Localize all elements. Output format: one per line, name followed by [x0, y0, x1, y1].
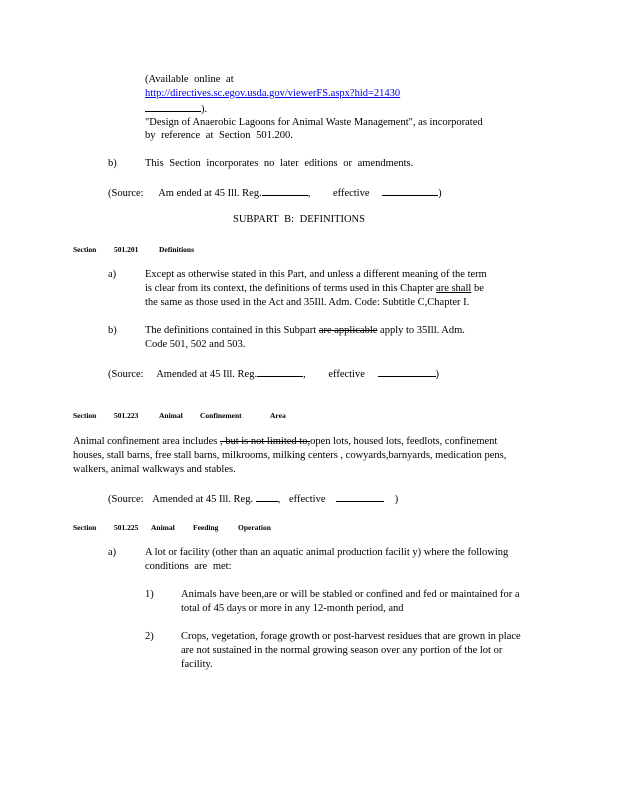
- subitem-2-line3: facility.: [181, 659, 213, 670]
- source-text: Amended at 45 Ill. Reg.: [152, 494, 254, 505]
- design-reference-line2: by reference at Section 501.200.: [145, 130, 293, 141]
- section-number-501-223: 501.223: [114, 411, 139, 420]
- deleted-text: are applicable: [318, 325, 378, 336]
- line1-text: Animal confinement area includes: [73, 436, 218, 447]
- effective-label: effective: [288, 494, 326, 505]
- section-title-word1: Animal: [151, 523, 175, 532]
- reg-blank: [257, 366, 303, 377]
- source-note-1: (Source: Am ended at 45 Ill. Reg. , effective ): [108, 185, 442, 201]
- source-label: (Source:: [108, 369, 144, 380]
- availability-url-line: [145, 87, 445, 116]
- item-b-text: This Section incorporates no later editions or amendments.: [145, 158, 414, 169]
- url-trailing-underline: [145, 101, 201, 112]
- source-text: Am ended at 45 Ill. Reg.: [158, 188, 262, 199]
- section-title-word2: Feeding: [193, 523, 219, 532]
- definitions-a-line1: Except as otherwise stated in this Part, and unless a different meaning of the term: [145, 269, 487, 280]
- section-title-word2: Confinement: [200, 411, 242, 420]
- reg-blank: [256, 491, 278, 502]
- subitem-1-line2: total of 45 days or more in any 12-month period, and: [181, 603, 404, 614]
- availability-suffix: ).: [201, 103, 208, 115]
- definitions-a-line3: the same as those used in the Act and 35Ill. Adm. Code: Subtitle C,Chapter I.: [145, 297, 470, 308]
- source-note-2: (Source: Amended at 45 Ill. Reg. , effective ): [108, 366, 439, 382]
- section-title-word3: Area: [270, 411, 286, 420]
- effective-blank: [382, 185, 438, 196]
- subitem-2-line1: Crops, vegetation, forage growth or post-harvest residues that are grown in place: [181, 631, 521, 642]
- item-a-marker: a): [108, 269, 117, 280]
- effective-blank: [336, 491, 384, 502]
- section-label: Section: [73, 411, 97, 420]
- confinement-area-line3: walkers, animal walkways and stables.: [73, 464, 236, 475]
- subitem-2-line2: are not sustained in the normal growing season over any portion of the lot or: [181, 645, 503, 656]
- section-title-word3: Operation: [238, 523, 271, 532]
- availability-line: [145, 73, 234, 87]
- section-title-definitions: Definitions: [159, 245, 195, 254]
- definitions-a-line2: [145, 282, 484, 296]
- subitem-1-line1: Animals have been,are or will be stabled or confined and fed or maintained for a: [181, 589, 520, 600]
- definitions-b-line2: Code 501, 502 and 503.: [145, 339, 246, 350]
- section-label: Section: [73, 523, 97, 532]
- design-reference-line1: "Design of Anaerobic Lagoons for Animal Waste Management", as incorporated: [145, 117, 483, 128]
- feeding-operation-a-line1: A lot or facility (other than an aquatic animal production facilit y) where the following: [145, 547, 509, 558]
- reg-blank: [262, 185, 308, 196]
- subitem-2-marker: 2): [145, 631, 154, 642]
- effective-blank: [378, 366, 436, 377]
- availability-prefix: (Available online at: [145, 74, 234, 85]
- item-b-marker: b): [108, 158, 117, 169]
- source-label: (Source:: [108, 188, 144, 199]
- section-number-501-225: 501.225: [114, 523, 139, 532]
- section-number-501-201: 501.201: [114, 245, 139, 254]
- line1-end: open lots, housed lots, feedlots, confinement: [310, 436, 498, 447]
- line1-text: The definitions contained in this Subpart: [145, 325, 317, 336]
- effective-label: effective: [332, 188, 370, 199]
- deleted-text: , but is not limited to,: [219, 436, 311, 447]
- item-b-marker-2: b): [108, 325, 117, 336]
- confinement-area-line2: houses, stall barns, free stall barns, milkrooms, milking centers , cowyards,barnyards, medication pens,: [73, 450, 507, 461]
- section-label: Section: [73, 245, 97, 254]
- source-close: ): [438, 188, 442, 199]
- section-title-word1: Animal: [159, 411, 183, 420]
- feeding-operation-a-line2: conditions are met:: [145, 561, 232, 572]
- line1-end: apply to 35Ill. Adm.: [380, 325, 465, 336]
- source-close: ): [435, 369, 440, 380]
- subitem-1-marker: 1): [145, 589, 154, 600]
- effective-label: effective: [328, 369, 365, 380]
- source-close: ): [394, 494, 399, 505]
- confinement-area-line1: [73, 435, 573, 449]
- inserted-text: are shall: [436, 283, 472, 294]
- line2-text: is clear from its context, the definitions of terms used in this Chapter: [145, 283, 434, 294]
- directive-link[interactable]: http://directives.sc.egov.usda.gov/viewerFS.aspx?hid=21430: [145, 88, 401, 99]
- source-label: (Source:: [108, 494, 144, 505]
- source-note-3: (Source: Amended at 45 Ill. Reg. , effective ): [108, 491, 398, 507]
- definitions-b-line1: [145, 324, 465, 338]
- item-a-marker-2: a): [108, 547, 117, 558]
- subpart-heading: SUBPART B: DEFINITIONS: [233, 214, 365, 225]
- source-text: Amended at 45 Ill. Reg.: [156, 369, 258, 380]
- line2-end: be: [473, 283, 484, 294]
